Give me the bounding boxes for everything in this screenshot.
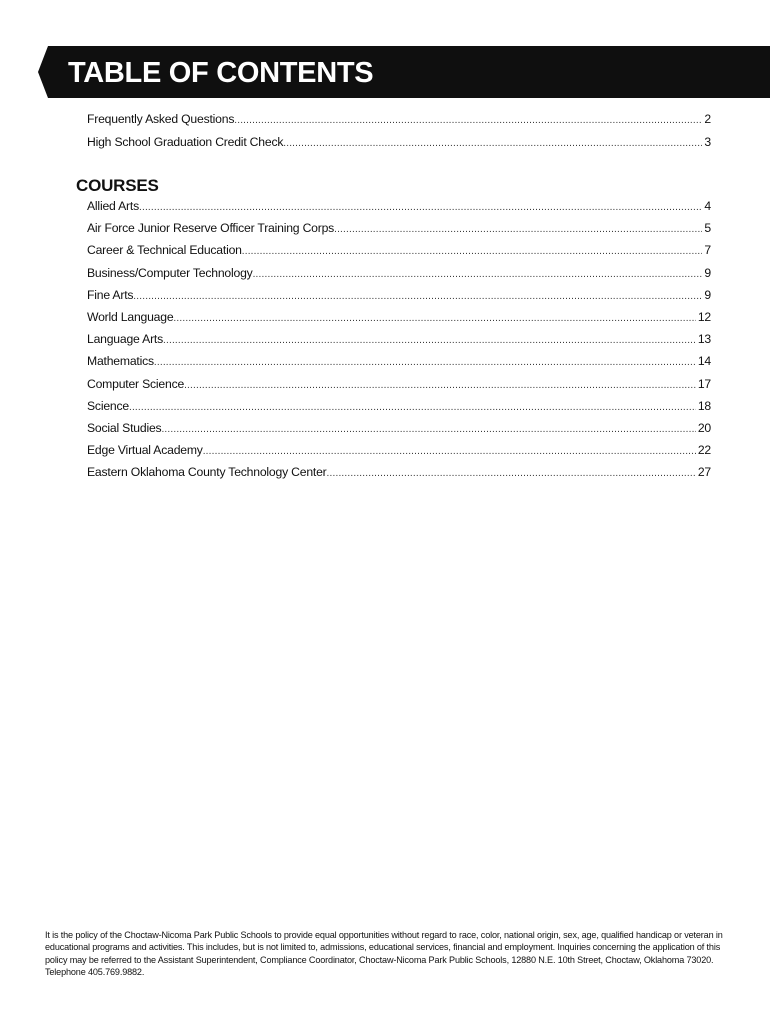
toc-leader-dots — [234, 115, 702, 126]
toc-entry-label: Science — [87, 398, 129, 413]
toc-entry[interactable] — [87, 399, 711, 421]
toc-page-number: 9 — [704, 265, 711, 280]
toc-page-number: 2 — [704, 112, 711, 126]
toc-entry[interactable] — [87, 288, 711, 310]
toc-entry-label: Language Arts — [87, 332, 164, 347]
toc-page-number: 3 — [704, 135, 711, 149]
toc-page-number: 7 — [704, 243, 711, 258]
toc-entry-label: Mathematics — [87, 354, 154, 369]
toc-leader-dots — [242, 246, 703, 257]
toc-page-number: 5 — [704, 221, 711, 236]
toc-entry-label: World Language — [87, 309, 174, 324]
toc-leader-dots — [161, 424, 695, 435]
toc-page-number: 4 — [704, 199, 711, 213]
title-banner — [38, 46, 770, 98]
toc-entry[interactable] — [87, 243, 711, 265]
toc-page-number: 20 — [697, 420, 711, 435]
toc-entry[interactable] — [87, 266, 711, 288]
toc-leader-dots — [139, 202, 702, 213]
toc-entry-label: Allied Arts — [87, 199, 139, 213]
toc-entry-label: Eastern Oklahoma County Technology Center — [87, 465, 327, 480]
toc-page-number: 22 — [697, 443, 711, 458]
toc-entry[interactable] — [87, 112, 711, 135]
toc-leader-dots — [184, 380, 696, 391]
toc-leader-dots — [133, 291, 702, 302]
toc-entry-label: Fine Arts — [87, 287, 134, 302]
policy-statement: It is the policy of the Choctaw-Nicoma Park Public Schools to provide equal opportunities without regard to race, color, national origin, sex, age, qualified handicap or veteran in educational programs and activities. This includes, but is not limited to, admissions, educational services, financial and employment. Inquiries concerning the application of this policy may be referred to the Assistant Superintendent, Compliance Coordinator, Choctaw-Nicoma Park Public Schools, 12880 N.E. 10th Street, Choctaw, Oklahoma 73020. Telephone 405.769.9882. — [45, 930, 723, 978]
courses-heading: COURSES — [76, 176, 159, 195]
toc-top-list — [87, 112, 711, 158]
toc-page-number: 17 — [697, 376, 711, 391]
toc-leader-dots — [334, 224, 702, 235]
toc-page-number: 12 — [697, 309, 711, 324]
toc-entry[interactable] — [87, 310, 711, 332]
toc-entry[interactable] — [87, 199, 711, 221]
toc-entry[interactable] — [87, 332, 711, 354]
toc-entry[interactable] — [87, 443, 711, 465]
toc-entry[interactable] — [87, 354, 711, 376]
toc-entry[interactable] — [87, 135, 711, 158]
toc-page-number: 18 — [697, 398, 711, 413]
toc-leader-dots — [253, 269, 703, 280]
toc-entry[interactable] — [87, 221, 711, 243]
toc-leader-dots — [173, 313, 695, 324]
toc-entry-label: Frequently Asked Questions — [87, 112, 235, 126]
toc-entry-label: Computer Science — [87, 376, 185, 391]
toc-entry-label: High School Graduation Credit Check — [87, 135, 284, 149]
toc-leader-dots — [154, 357, 696, 368]
page-title: TABLE OF CONTENTS — [68, 57, 374, 89]
toc-leader-dots — [163, 335, 696, 346]
toc-entry-label: Social Studies — [87, 420, 162, 435]
toc-entry[interactable] — [87, 421, 711, 443]
toc-leader-dots — [129, 402, 696, 413]
toc-leader-dots — [327, 468, 696, 479]
toc-courses-list — [87, 199, 711, 487]
toc-page-number: 9 — [704, 287, 711, 302]
toc-entry-label: Business/Computer Technology — [87, 265, 253, 280]
toc-entry-label: Career & Technical Education — [87, 243, 242, 258]
toc-entry[interactable] — [87, 377, 711, 399]
toc-entry-label: Edge Virtual Academy — [87, 443, 203, 458]
toc-page-number: 13 — [697, 332, 711, 347]
toc-page-number: 14 — [697, 354, 711, 369]
toc-page-number: 27 — [697, 465, 711, 480]
toc-entry-label: Air Force Junior Reserve Officer Training Corps — [87, 221, 335, 236]
toc-leader-dots — [283, 138, 702, 149]
toc-leader-dots — [203, 446, 696, 457]
toc-entry[interactable] — [87, 465, 711, 487]
